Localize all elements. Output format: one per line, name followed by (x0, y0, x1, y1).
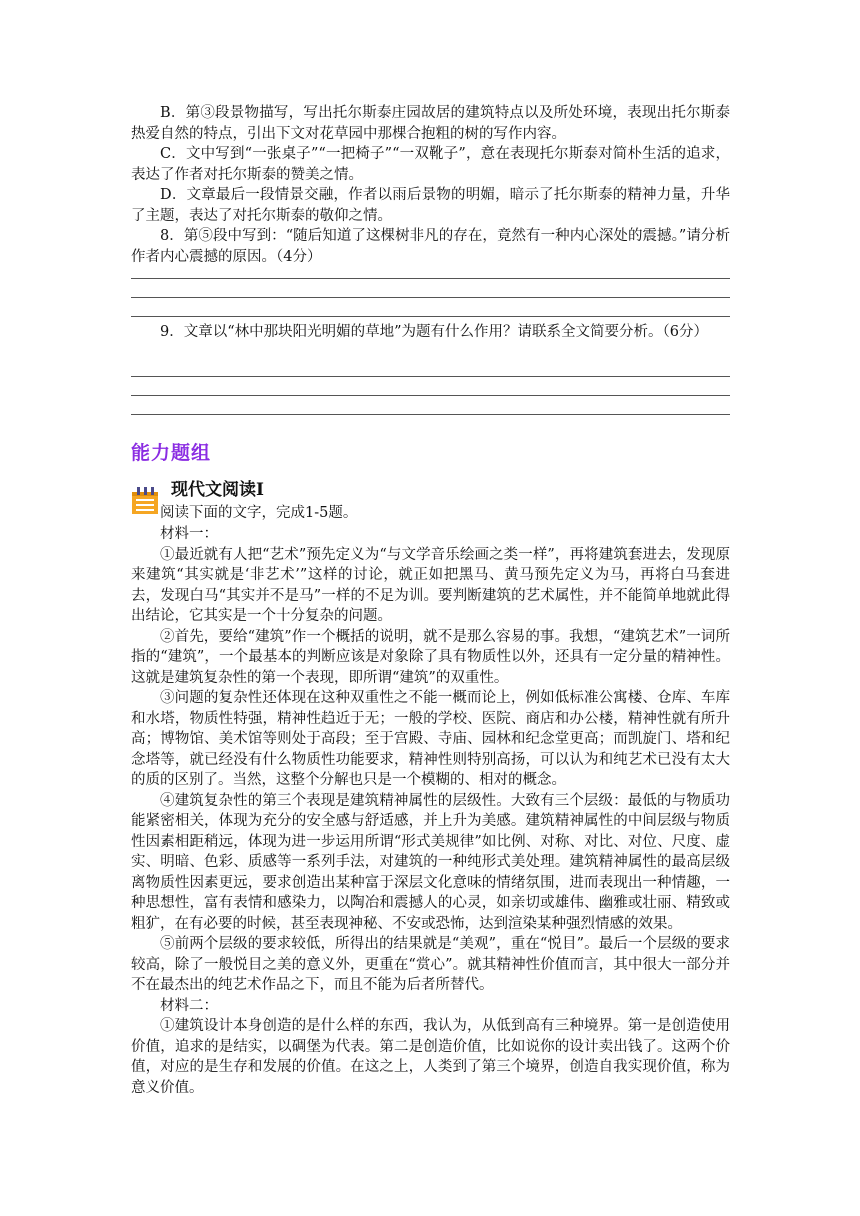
option-c: C．文中写到“一张桌子”“一把椅子”“一双靴子”，意在表现托尔斯泰对简朴生活的追求，表达了作者对托尔斯泰的赞美之情。 (131, 146, 730, 183)
material-1-paragraph-4: ④建筑复杂性的第三个表现是建筑精神属性的层级性。大致有三个层级：最低的与物质功能紧密相关，体现为充分的安全感与舒适感，并上升为美感。建筑精神属性的中间层级与物质性因素相距稍远，体现为进一步运用所谓“形式美规律”如比例、对称、对比、对位、尺度、虚实、明暗、色彩、质感等一系列手法，对建筑的一种纯形式美处理。建筑精神属性的最高层级离物质性因素更远，要求创造出某种富于深层文化意味的情绪氛围，进而表现出一种情趣，一种思想性，富有表情和感染力，以陶冶和震撼人的心灵，如亲切或雄伟、幽雅或壮丽、精致或粗犷，在有必要的时候，甚至表现神秘、不安或恐怖，达到渲染某种强烈情感的效果。 (131, 792, 730, 932)
reading-instruction: 阅读下面的文字，完成1-5题。 (160, 505, 358, 521)
material-2-paragraph-1: ①建筑设计本身创造的是什么样的东西，我认为，从低到高有三种境界。第一是创造使用价值，追求的是结实，以碉堡为代表。第二是创造价值，比如说你的设计卖出钱了。这两个价值，对应的是生存和发展的价值。在这之上，人类到了第三个境界，创造自我实现价值，称为意义价值。 (131, 1018, 730, 1096)
material-1-paragraph-2: ②首先，要给“建筑”作一个概括的说明，就不是那么容易的事。我想，“建筑艺术”一词所指的“建筑”，一个最基本的判断应该是对象除了具有物质性以外，还具有一定分量的精神性。这就是建筑复杂性的第一个表现，即所谓“建筑”的双重性。 (131, 628, 730, 686)
answer-line[interactable] (131, 297, 730, 298)
question-9-block (131, 322, 730, 343)
answer-line[interactable] (131, 376, 730, 377)
answer-line[interactable] (131, 316, 730, 317)
section-title: 能力题组 (131, 442, 212, 464)
option-d: D．文章最后一段情景交融，作者以雨后景物的明媚，暗示了托尔斯泰的精神力量，升华了主题，表达了对托尔斯泰的敬仰之情。 (131, 187, 730, 224)
material-label: 材料二： (160, 997, 218, 1014)
material-label: 材料一： (160, 526, 218, 542)
material-1-paragraph-5: ⑤前两个层级的要求较低，所得出的结果就是“美观”，重在“悦目”。最后一个层级的要求较高，除了一般悦目之美的意义外，更重在“赏心”。就其精神性价值而言，其中很大一部分并不在最杰出的纯艺术作品之下，而且不能为后者所替代。 (131, 936, 730, 993)
answer-line[interactable] (131, 414, 730, 415)
answer-line[interactable] (131, 278, 730, 279)
question-8: 8．第⑤段中写到：“随后知道了这棵树非凡的存在，竟然有一种内心深处的震撼。”请分析作者内心震撼的原因。（4分） (131, 228, 730, 265)
question-options-block (131, 103, 730, 267)
subsection-title: 现代文阅读Ⅰ (171, 480, 264, 500)
material-1-paragraph-1: ①最近就有人把“艺术”预先定义为“与文学音乐绘画之类一样”，再将建筑套进去，发现原来建筑“其实就是‘非艺术’”这样的讨论，就正如把黑马、黄马预先定义为马，再将白马套进去，发现白马“其实并不是马”一样的不足为训。要判断建筑的艺术属性，并不能简单地就此得出结论，它其实是一个十分复杂的问题。 (131, 546, 730, 624)
material-1 (131, 524, 730, 1098)
option-b: B．第③段景物描写，写出托尔斯泰庄园故居的建筑特点以及所处环境，表现出托尔斯泰热爱自然的特点，引出下文对花草园中那棵合抱粗的树的写作内容。 (131, 105, 730, 142)
question-9: 9．文章以“林中那块阳光明媚的草地”为题有什么作用？请联系全文简要分析。（6分） (160, 324, 709, 340)
material-1-paragraph-3: ③问题的复杂性还体现在这种双重性之不能一概而论上，例如低标准公寓楼、仓库、车库和水塔，物质性特强，精神性趋近于无；一般的学校、医院、商店和办公楼，精神性就有所升高；博物馆、美术馆等则处于高段；至于宫殿、寺庙、园林和纪念堂更高；而凯旋门、塔和纪念塔等，就已经没有什么物质性功能要求，精神性则特别高扬，可以认为和纯艺术已没有太大的质的区别了。当然，这整个分解也只是一个模糊的、相对的概念。 (131, 690, 730, 788)
answer-line[interactable] (131, 395, 730, 396)
